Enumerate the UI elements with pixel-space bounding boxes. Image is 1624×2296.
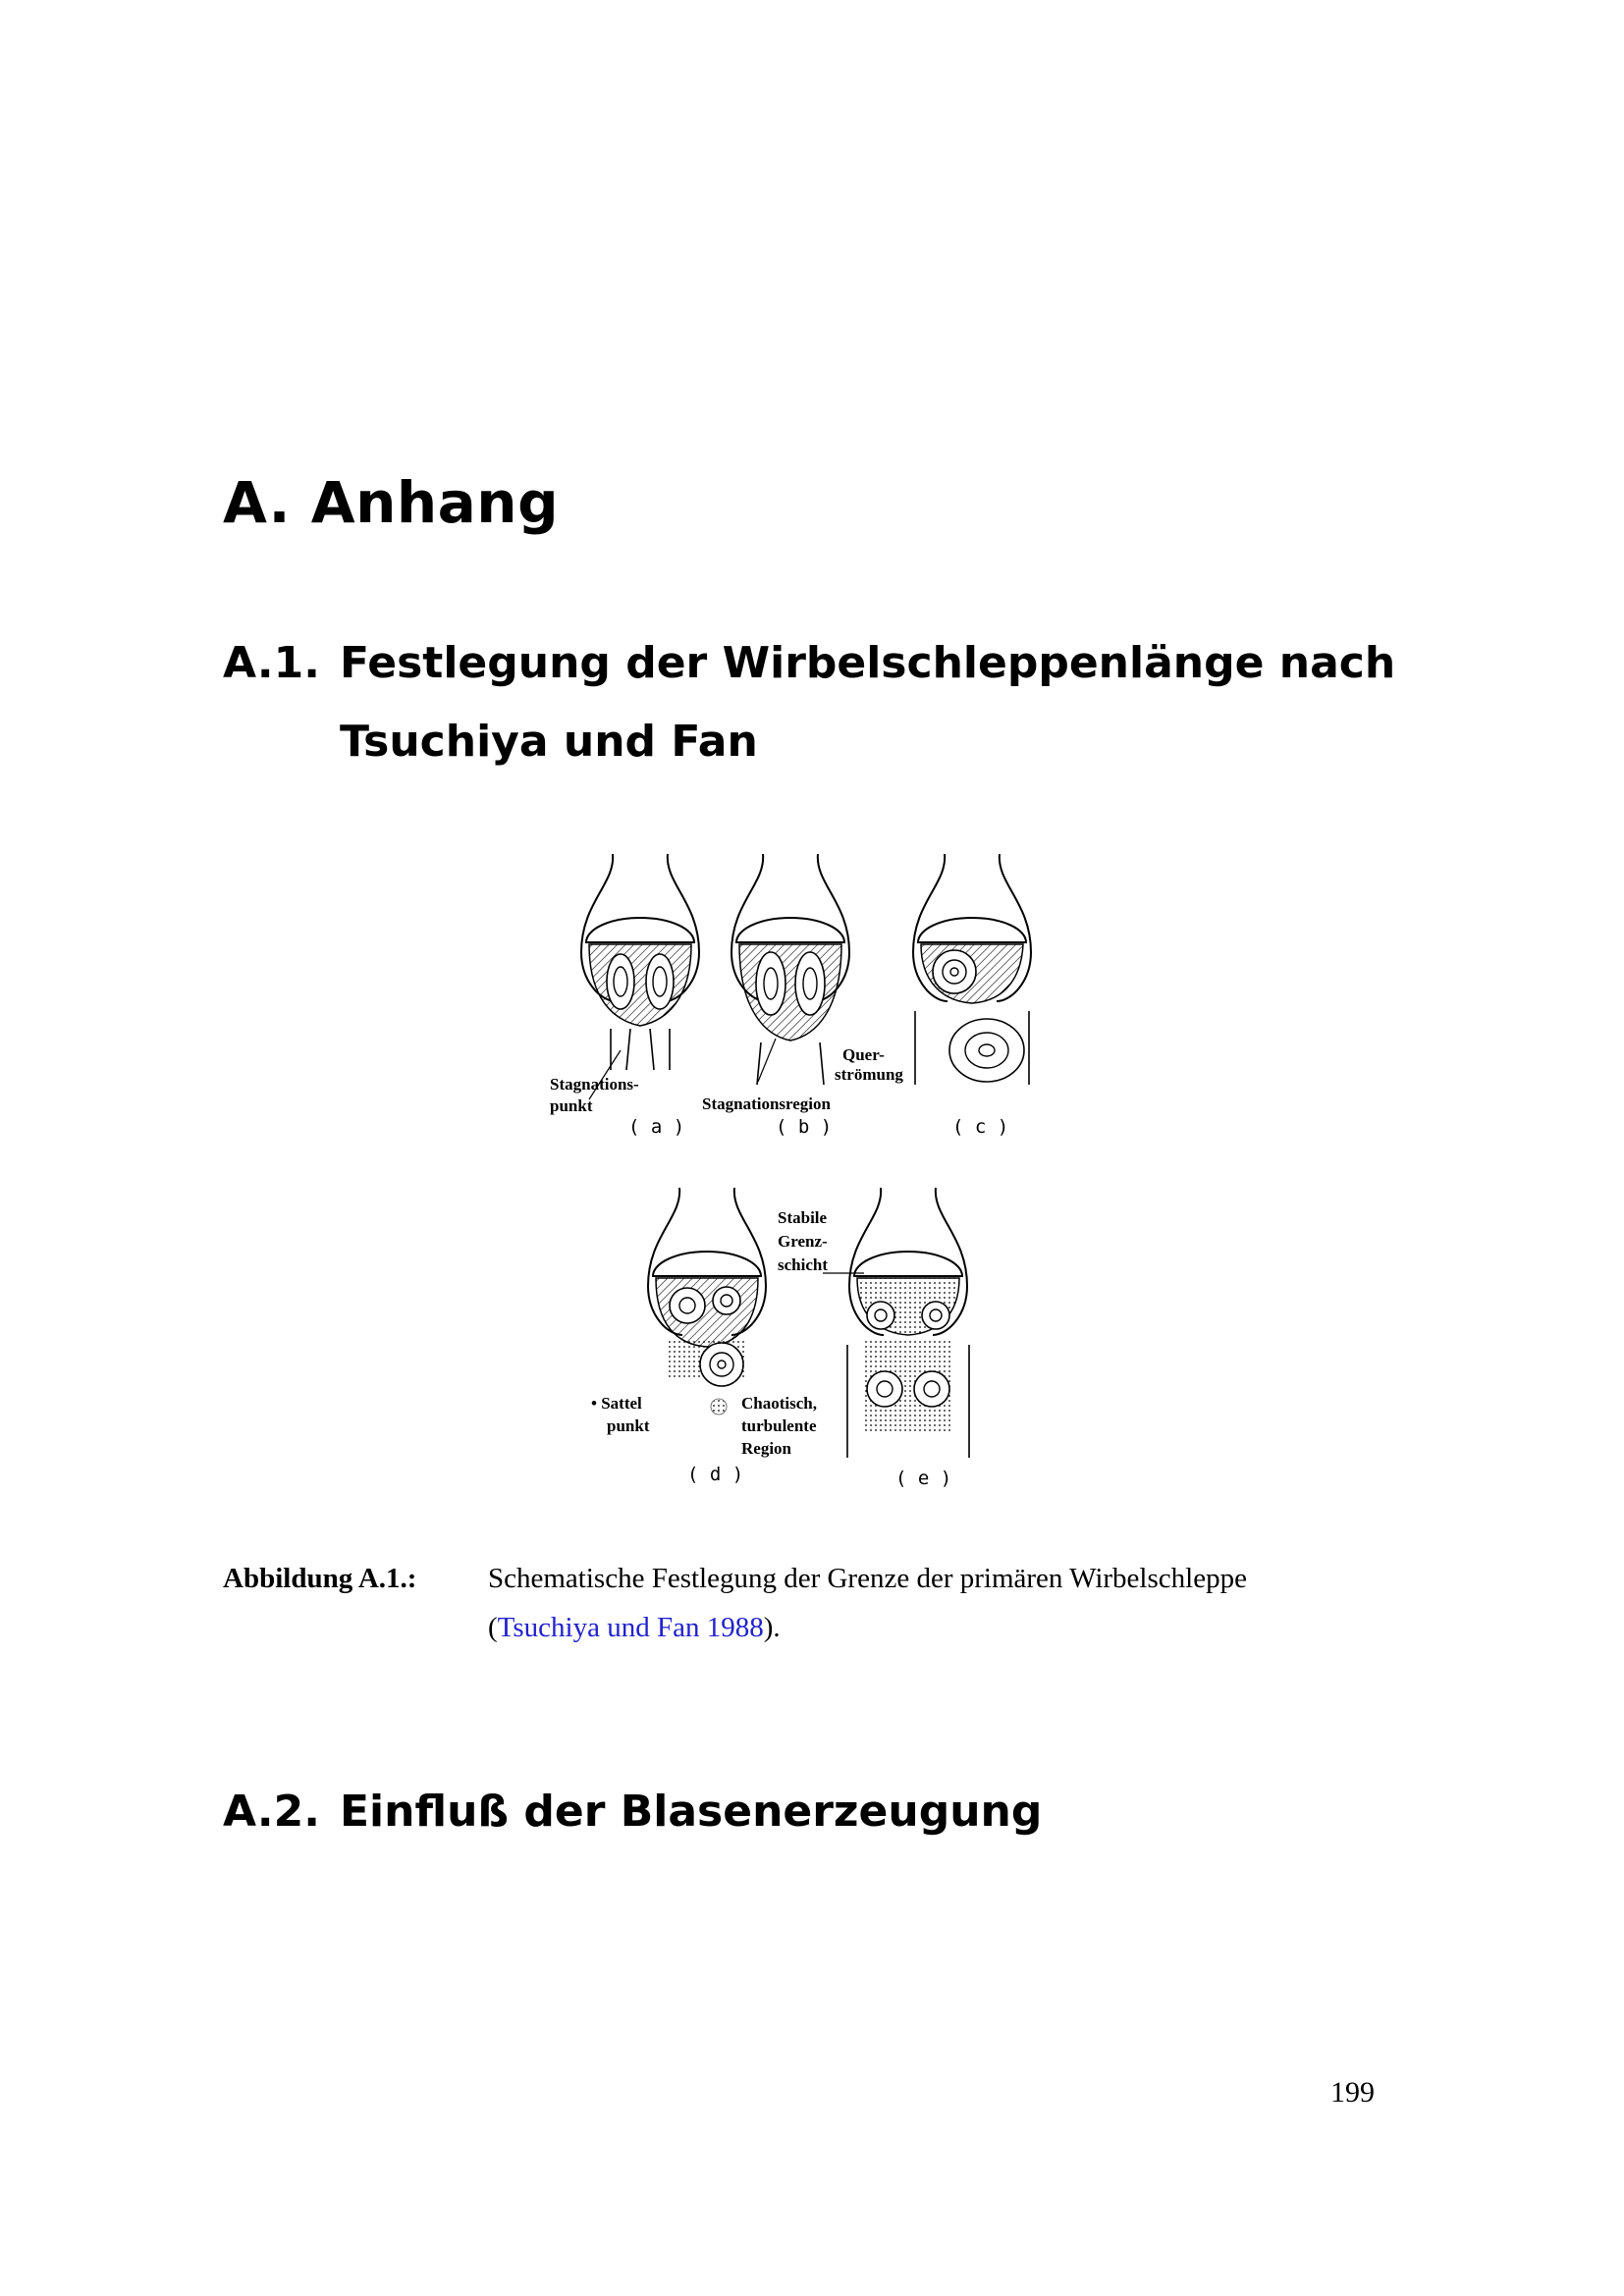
label-saddle-1: • Sattel <box>591 1394 642 1413</box>
page-number: 199 <box>1330 2076 1375 2109</box>
label-stagnation-point-1: Stagnations- <box>550 1075 639 1094</box>
section-title-line1: Festlegung der Wirbelschleppenlänge nach <box>340 638 1396 688</box>
panel-label-c: ( c ) <box>952 1116 1009 1138</box>
label-chaotic-2: turbulente <box>741 1416 817 1435</box>
label-stable-3: schicht <box>778 1255 828 1274</box>
label-stagnation-region: Stagnationsregion <box>702 1095 831 1113</box>
caption-cite-open: ( <box>488 1612 498 1643</box>
label-stable-1: Stabile <box>778 1208 828 1227</box>
section-number: A.1. <box>223 638 320 688</box>
section-heading-a2 <box>223 1787 1042 1837</box>
label-crossflow-2: strömung <box>835 1065 903 1084</box>
caption-cite-close: ). <box>763 1612 781 1643</box>
chapter-title: A. Anhang <box>223 469 560 536</box>
panel-label-a: ( a ) <box>628 1116 685 1138</box>
label-stable-2: Grenz- <box>778 1232 828 1251</box>
label-chaotic-3: Region <box>741 1439 791 1458</box>
figure-wake-diagram <box>530 854 1080 1492</box>
label-saddle-2: punkt <box>607 1416 650 1435</box>
section-heading-a1 <box>223 638 1395 688</box>
panel-label-d: ( d ) <box>687 1464 744 1485</box>
section-number: A.2. <box>223 1787 320 1837</box>
section-title: Einfluß der Blasenerzeugung <box>340 1787 1043 1837</box>
panel-label-b: ( b ) <box>776 1116 833 1138</box>
panel-c-drawing <box>913 854 1031 1085</box>
label-stagnation-point-2: punkt <box>550 1096 593 1115</box>
panel-b-drawing <box>731 854 849 1085</box>
figure-caption <box>223 1554 1381 1652</box>
label-crossflow-1: Quer- <box>842 1045 885 1064</box>
panel-a-drawing <box>581 854 699 1070</box>
caption-text: Schematische Festlegung der Grenze der primären Wirbelschleppe <box>488 1563 1247 1594</box>
panel-label-e: ( e ) <box>895 1468 952 1489</box>
label-chaotic-1: Chaotisch, <box>741 1394 817 1413</box>
panel-e-drawing <box>847 1188 969 1458</box>
panel-d-drawing <box>648 1188 766 1386</box>
caption-label: Abbildung A.1.: <box>223 1563 417 1594</box>
caption-citation-link[interactable]: Tsuchiya und Fan 1988 <box>497 1612 764 1643</box>
section-title-line2: Tsuchiya und Fan <box>340 717 758 767</box>
